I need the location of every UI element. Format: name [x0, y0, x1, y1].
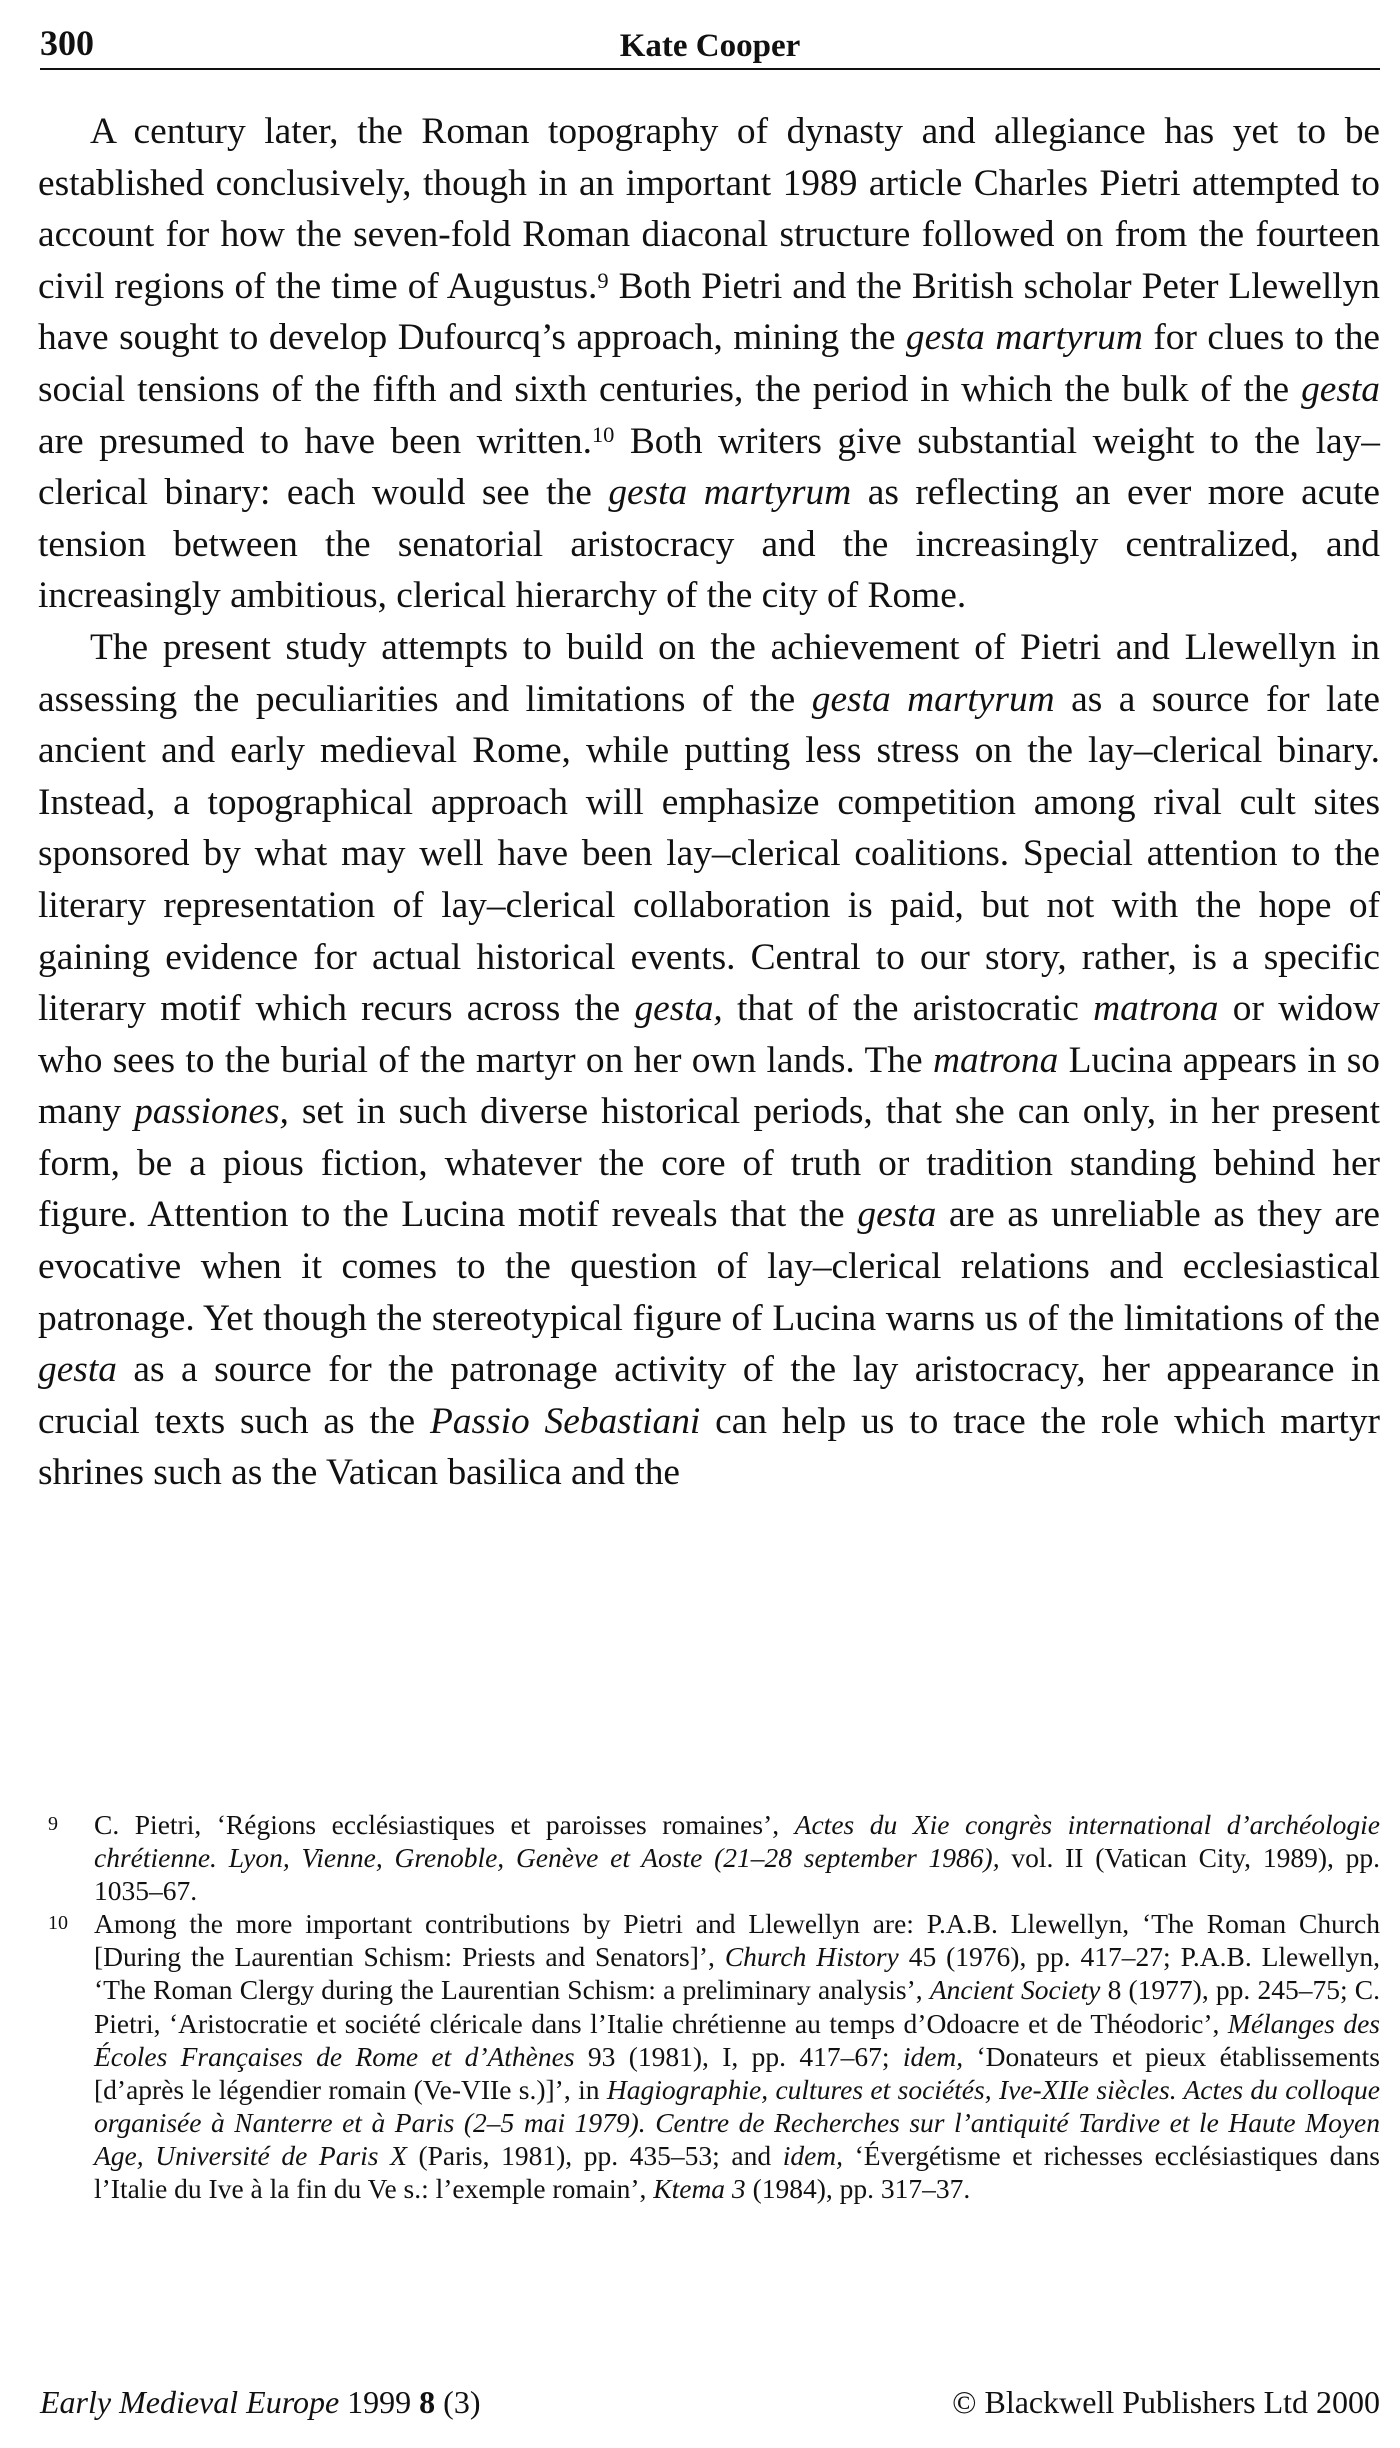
journal-volume: 8 [419, 2384, 436, 2420]
journal-issue: (3) [435, 2384, 481, 2420]
footnote-9: 9 C. Pietri, ‘Régions ecclésiastiques et paroisses romaines’, Actes du Xie congrès international d’archéologie chrétienne. Lyon, Vienne, Grenoble, Genève et Aoste (21–28 september 1986), vol. II (Vatican City, 1989), pp. 1035–67. [48, 1809, 1380, 1907]
running-head: Kate Cooper [619, 28, 801, 64]
page-number: 300 [40, 23, 94, 63]
footnote-ref-10: 10 [591, 422, 615, 448]
footnote-number: 9 [48, 1813, 58, 1835]
page-footer [40, 2384, 1380, 2424]
page-header [40, 18, 1380, 70]
footnote-number: 10 [48, 1912, 68, 1935]
footnote-10: 10 Among the more important contributions by Pietri and Llewellyn are: P.A.B. Llewellyn, ‘The Roman Church [During the Laurentian Schism: Priests and Senators]’, Church History 45 (1976), pp. 417–27; P.A.B. Llewellyn, ‘The Roman Clergy during the Laurentian Schism: a preliminary analysis’, Ancient Society 8 (1977), pp. 245–75; C. Pietri, ‘Aristocratie et société cléricale dans l’Italie chrétienne au temps d’Odoacre et de Théodoric’, Mélanges des Écoles Françaises de Rome et d’Athènes 93 (1981), I, pp. 417–67; idem, ‘Donateurs et pieux établissements [d’après le légendier romain (Ve-VIIe s.)]’, in Hagiographie, cultures et sociétés, Ive-XIIe siècles. Actes du colloque organisée à Nanterre et à Paris (2–5 mai 1979). Centre de Recherches sur l’antiquité Tardive et le Haute Moyen Age, Université de Paris X (Paris, 1981), pp. 435–53; and idem, ‘Évergétisme et richesses ecclésiastiques dans l’Italie du Ive à la fin du Ve s.: l’exemple romain’, Ktema 3 (1984), pp. 317–37. [48, 1908, 1380, 2205]
journal-citation [40, 2384, 480, 2421]
copyright-notice: © Blackwell Publishers Ltd 2000 [952, 2384, 1380, 2420]
journal-title: Early Medieval Europe [40, 2384, 340, 2420]
body-paragraph-1: A century later, the Roman topography of dynasty and allegiance has yet to be established conclusively, though in an important 1989 article Charles Pietri attempted to account for how the seven-fold Roman diaconal structure followed on from the fourteen civil regions of the time of Augustus.$^9$ Both Pietri and the British scholar Peter Llewellyn have sought to develop Dufourcq’s approach, mining the gesta martyrum for clues to the social tensions of the fifth and sixth centuries, the period in which the bulk of the gesta are presumed to have been written.$^{10}$ Both writers give substantial weight to the lay–clerical binary: each would see the gesta martyrum as reflecting an ever more acute tension between the senatorial aristocracy and the increasingly centralized, and increasingly ambitious, clerical hierarchy of the city of Rome. [38, 111, 1380, 617]
footnote-ref-9: 9 [597, 267, 609, 293]
body-paragraph-2: The present study attempts to build on the achievement of Pietri and Llewellyn in assessing the peculiarities and limitations of the gesta martyrum as a source for late ancient and early medieval Rome, while putting less stress on the lay–clerical binary. Instead, a topographical approach will emphasize competition among rival cult sites sponsored by what may well have been lay–clerical coalitions. Special attention to the literary representation of lay–clerical collaboration is paid, but not with the hope of gaining evidence for actual historical events. Central to our story, rather, is a specific literary motif which recurs across the gesta, that of the aristocratic matrona or widow who sees to the burial of the martyr on her own lands. The matrona Lucina appears in so many passiones, set in such diverse historical periods, that she can only, in her present form, be a pious fiction, whatever the core of truth or tradition standing behind her figure. Attention to the Lucina motif reveals that the gesta are as unreliable as they are evocative when it comes to the question of lay–clerical relations and ecclesiastical patronage. Yet though the stereotypical figure of Lucina warns us of the limitations of the gesta as a source for the patronage activity of the lay aristocracy, her appearance in crucial texts such as the Passio Sebastiani can help us to trace the role which martyr shrines such as the Vatican basilica and the [38, 626, 1380, 1494]
footnotes [38, 1808, 1380, 2205]
body-text [38, 106, 1380, 1499]
journal-year: 1999 [339, 2384, 420, 2420]
